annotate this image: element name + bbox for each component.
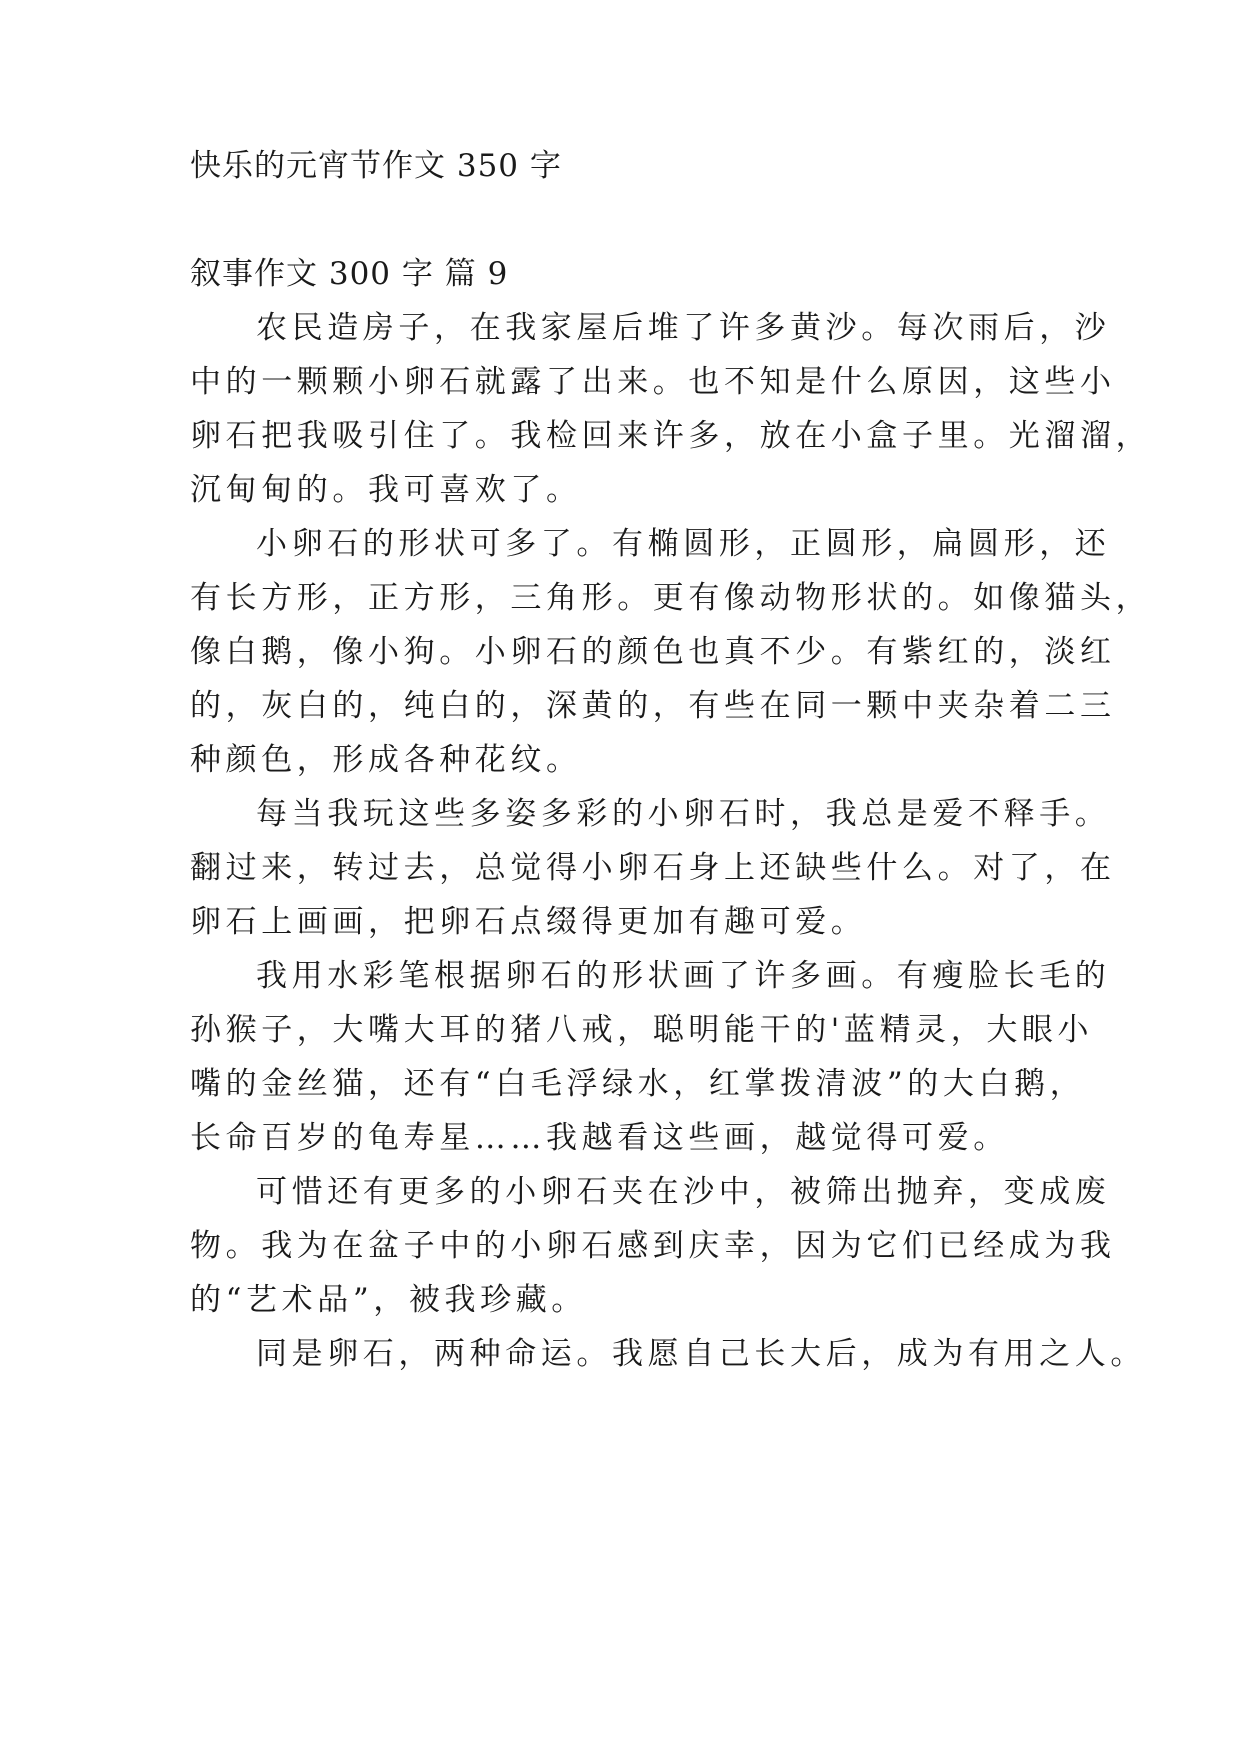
paragraph-line: 像白鹅，像小狗。小卵石的颜色也真不少。有紫红的，淡红 [190, 634, 1116, 670]
section-title: 叙事作文 300 字 篇 9 [190, 256, 509, 292]
paragraph-line: 物。我为在盆子中的小卵石感到庆幸，因为它们已经成为我 [190, 1228, 1116, 1264]
paragraph-line: 中的一颗颗小卵石就露了出来。也不知是什么原因，这些小 [190, 364, 1116, 400]
paragraph-line: 每当我玩这些多姿多彩的小卵石时，我总是爱不释手。 [256, 796, 1111, 832]
paragraph-line: 嘴的金丝猫，还有“白毛浮绿水，红掌拨清波”的大白鹅， [190, 1066, 1086, 1102]
paragraph-line: 翻过来，转过去，总觉得小卵石身上还缺些什么。对了，在 [190, 850, 1116, 886]
paragraph-line: 种颜色，形成各种花纹。 [190, 742, 582, 778]
paragraph-line: 孙猴子，大嘴大耳的猪八戒，聪明能干的'蓝精灵，大眼小 [190, 1012, 1094, 1048]
paragraph-line: 长命百岁的龟寿星……我越看这些画，越觉得可爱。 [190, 1120, 1009, 1156]
paragraph-line: 可惜还有更多的小卵石夹在沙中，被筛出抛弃，变成废 [256, 1174, 1111, 1210]
paragraph-line: 卵石把我吸引住了。我检回来许多，放在小盒子里。光溜溜， [190, 418, 1152, 454]
paragraph-line: 卵石上画画，把卵石点缀得更加有趣可爱。 [190, 904, 867, 940]
previous-article-title: 快乐的元宵节作文 350 字 [190, 148, 562, 184]
paragraph-line: 农民造房子，在我家屋后堆了许多黄沙。每次雨后，沙 [256, 310, 1111, 346]
paragraph-line: 的，灰白的，纯白的，深黄的，有些在同一颗中夹杂着二三 [190, 688, 1116, 724]
paragraph-line: 同是卵石，两种命运。我愿自己长大后，成为有用之人。 [256, 1336, 1146, 1372]
paragraph-line: 小卵石的形状可多了。有椭圆形，正圆形，扁圆形，还 [256, 526, 1111, 562]
paragraph-line: 有长方形，正方形，三角形。更有像动物形状的。如像猫头， [190, 580, 1152, 616]
paragraph-line: 的“艺术品”，被我珍藏。 [190, 1282, 587, 1318]
paragraph-line: 沉甸甸的。我可喜欢了。 [190, 472, 582, 508]
paragraph-line: 我用水彩笔根据卵石的形状画了许多画。有瘦脸长毛的 [256, 958, 1111, 994]
